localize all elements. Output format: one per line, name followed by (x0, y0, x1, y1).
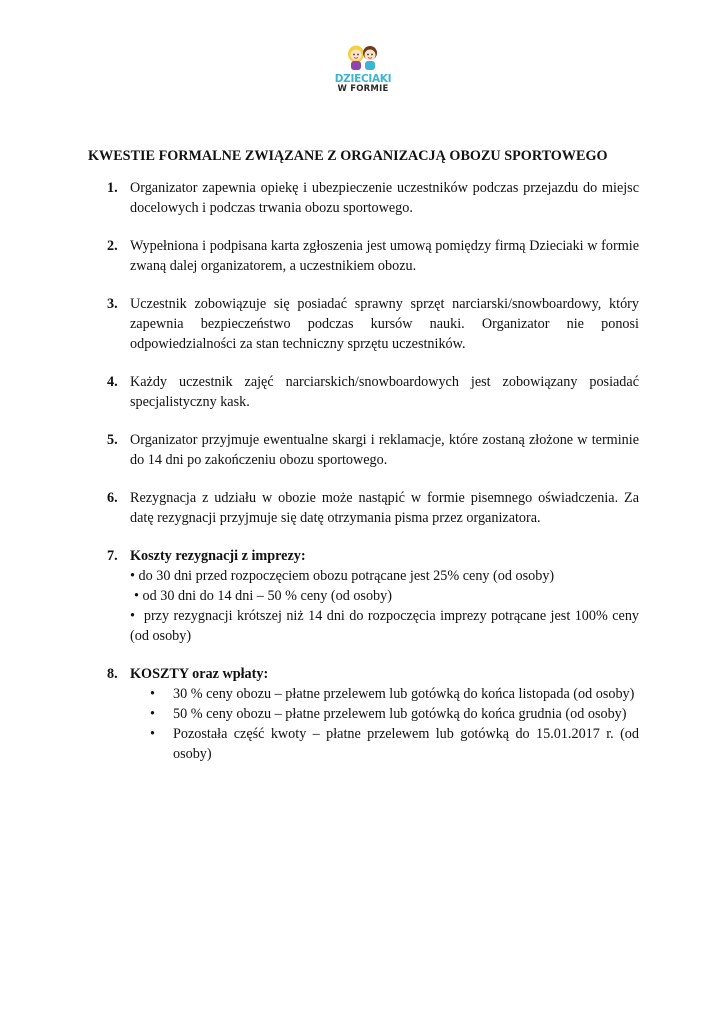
list-item (107, 488, 639, 528)
bullet-icon: • (150, 726, 155, 742)
payment-item: • Pozostała część kwoty – płatne przelewem lub gotówką do 15.01.2017 r. (od osoby) (150, 726, 639, 762)
list-item-cancellation-costs (107, 546, 639, 646)
list-item-costs-payments (107, 664, 639, 764)
item-heading: Koszty rezygnacji z imprezy: (130, 548, 306, 564)
logo-text-secondary: W FORMIE (337, 84, 389, 94)
item-text: Organizator zapewnia opiekę i ubezpieczenie uczestników podczas przejazdu do miejsc docelowych i podczas trwania obozu sportowego. (130, 180, 639, 216)
item-text: Organizator przyjmuje ewentualne skargi i reklamacje, które zostaną złożone w terminie do 14 dni po zakończeniu obozu sportowego. (130, 432, 639, 468)
item-number: 7. (107, 548, 118, 564)
item-heading: KOSZTY oraz wpłaty: (130, 666, 269, 682)
bullet-icon: • (134, 588, 143, 604)
logo-text-primary: DZIECIAKI (334, 73, 392, 85)
list-item (107, 372, 639, 412)
item-text: Rezygnacja z udziału w obozie może nastąpić w formie pisemnego oświadczenia. Za datę rezygnacji przyjmuje się datę otrzymania pisma przez organizatora. (130, 490, 639, 526)
item-text: Uczestnik zobowiązuje się posiadać sprawny sprzęt narciarski/snowboardowy, który zapewnia bezpieczeństwo podczas kursów nauki. Organizator nie ponosi odpowiedzialności za stan techniczny sprzętu uczestników. (130, 296, 639, 352)
item-number: 3. (107, 296, 118, 312)
list-item (107, 236, 639, 276)
cost-line: • od 30 dni do 14 dni – 50 % ceny (od osoby) (134, 588, 392, 604)
item-number: 6. (107, 490, 118, 506)
payment-list (130, 684, 639, 764)
payment-item: • 30 % ceny obozu – płatne przelewem lub gotówką do końca listopada (od osoby) (150, 686, 635, 702)
kids-logo-icon (346, 44, 380, 74)
item-number: 4. (107, 374, 118, 390)
item-number: 2. (107, 238, 118, 254)
bullet-icon: • (130, 608, 140, 624)
company-logo (332, 44, 394, 102)
payment-item: • 50 % ceny obozu – płatne przelewem lub gotówką do końca grudnia (od osoby) (150, 706, 627, 722)
item-number: 5. (107, 432, 118, 448)
bullet-icon: • (150, 686, 155, 702)
page-title: KWESTIE FORMALNE ZWIĄZANE Z ORGANIZACJĄ OBOZU SPORTOWEGO (88, 148, 608, 164)
cost-line: • do 30 dni przed rozpoczęciem obozu potrącane jest 25% ceny (od osoby) (130, 568, 555, 584)
cost-line: • przy rezygnacji krótszej niż 14 dni do rozpoczęcia imprezy potrącane jest 100% ceny (od osoby) (130, 608, 640, 644)
bullet-icon: • (150, 706, 155, 722)
bullet-icon: • (130, 568, 139, 584)
item-text: Wypełniona i podpisana karta zgłoszenia jest umową pomiędzy firmą Dzieciaki w formie zwaną dalej organizatorem, a uczestnikiem obozu. (130, 238, 639, 274)
item-text: Każdy uczestnik zajęć narciarskich/snowboardowych jest zobowiązany posiadać specjalistyczny kask. (130, 374, 639, 410)
list-item (107, 178, 639, 218)
list-item (107, 294, 639, 354)
item-number: 8. (107, 666, 118, 682)
list-item (107, 430, 639, 470)
document-body (107, 178, 639, 782)
item-number: 1. (107, 180, 118, 196)
